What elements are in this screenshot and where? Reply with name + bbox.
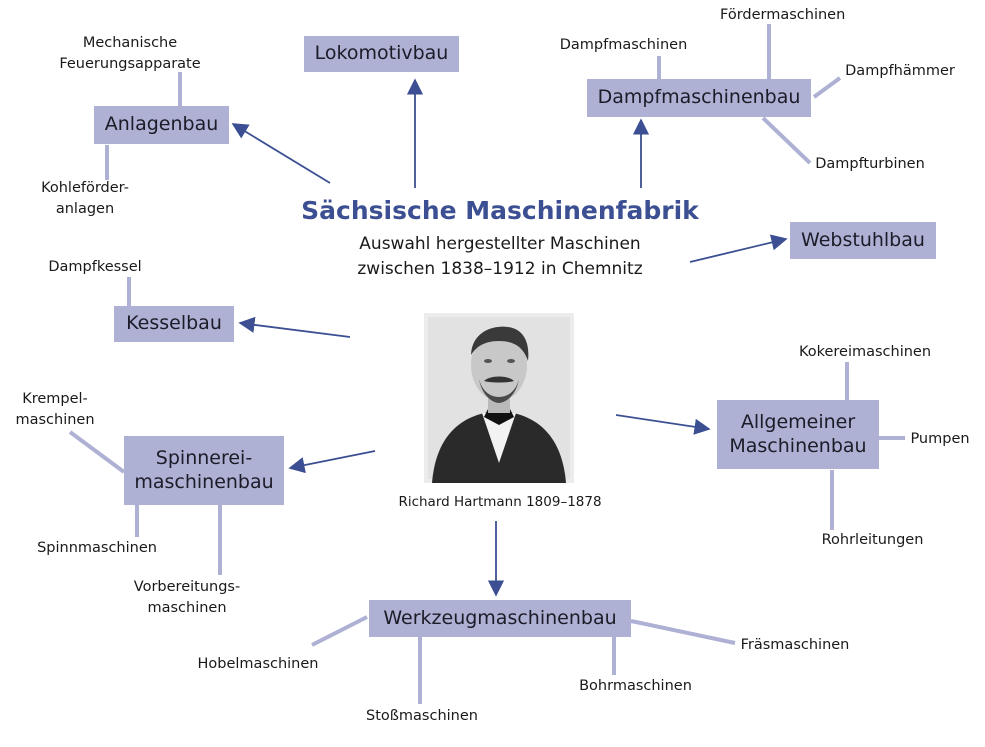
arrow-anlagenbau (233, 124, 330, 183)
item-spinnmaschinen: Spinnmaschinen (37, 540, 157, 556)
category-allgemeiner-maschinenbau: Allgemeiner Maschinenbau (717, 400, 879, 469)
diagram-subtitle: Auswahl hergestellter Maschinen zwischen 1838–1912 in Chemnitz (357, 234, 643, 279)
item-bohrmaschinen: Bohrmaschinen (579, 678, 692, 694)
item-krempelmaschinen: Krempel- maschinen (15, 391, 95, 429)
portrait-image (424, 313, 574, 483)
item-dampfmaschinen: Dampfmaschinen (559, 37, 688, 53)
item-foerdermaschinen: Fördermaschinen (720, 7, 846, 23)
item-dampfhaemmer: Dampfhämmer (845, 63, 955, 79)
category-kesselbau: Kesselbau (114, 306, 234, 342)
item-vorbereitungsmaschinen: Vorbereitungs- maschinen (133, 579, 241, 617)
category-dampfmaschinenbau: Dampfmaschinenbau (587, 79, 811, 117)
item-pumpen: Pumpen (910, 431, 970, 447)
item-kohlefoerderanlagen: Kohleförder- anlagen (41, 180, 129, 218)
category-webstuhlbau: Webstuhlbau (790, 222, 936, 259)
item-rohrleitungen: Rohrleitungen (821, 532, 924, 548)
item-dampfkessel: Dampfkessel (48, 259, 142, 275)
item-mechanische-feuerungsapparate: Mechanische Feuerungsapparate (59, 35, 201, 73)
connector-krempelmaschinen (70, 432, 124, 472)
connector-dampfturbinen (763, 118, 810, 163)
item-kokereimaschinen: Kokereimaschinen (798, 344, 932, 360)
category-anlagenbau: Anlagenbau (94, 106, 229, 144)
connector-hobelmaschinen (312, 617, 367, 645)
item-fraesmaschinen: Fräsmaschinen (740, 637, 850, 653)
category-lokomotivbau: Lokomotivbau (304, 36, 459, 72)
category-spinnereimaschinenbau: Spinnerei- maschinenbau (124, 436, 284, 505)
item-dampfturbinen: Dampfturbinen (815, 156, 925, 172)
connector-fraesmaschinen (631, 621, 735, 643)
arrow-kesselbau (240, 323, 350, 337)
portrait-caption: Richard Hartmann 1809–1878 (398, 494, 602, 510)
arrow-spinnereimaschinenbau (290, 451, 375, 468)
arrow-allgemeiner-maschinenbau (616, 415, 709, 429)
portrait-drawing (424, 313, 574, 483)
category-werkzeugmaschinenbau: Werkzeugmaschinenbau (369, 600, 631, 637)
item-stossmaschinen: Stoßmaschinen (366, 708, 478, 724)
item-hobelmaschinen: Hobelmaschinen (197, 656, 319, 672)
diagram-title: Sächsische Maschinenfabrik (301, 196, 699, 225)
arrow-webstuhlbau (690, 239, 786, 262)
